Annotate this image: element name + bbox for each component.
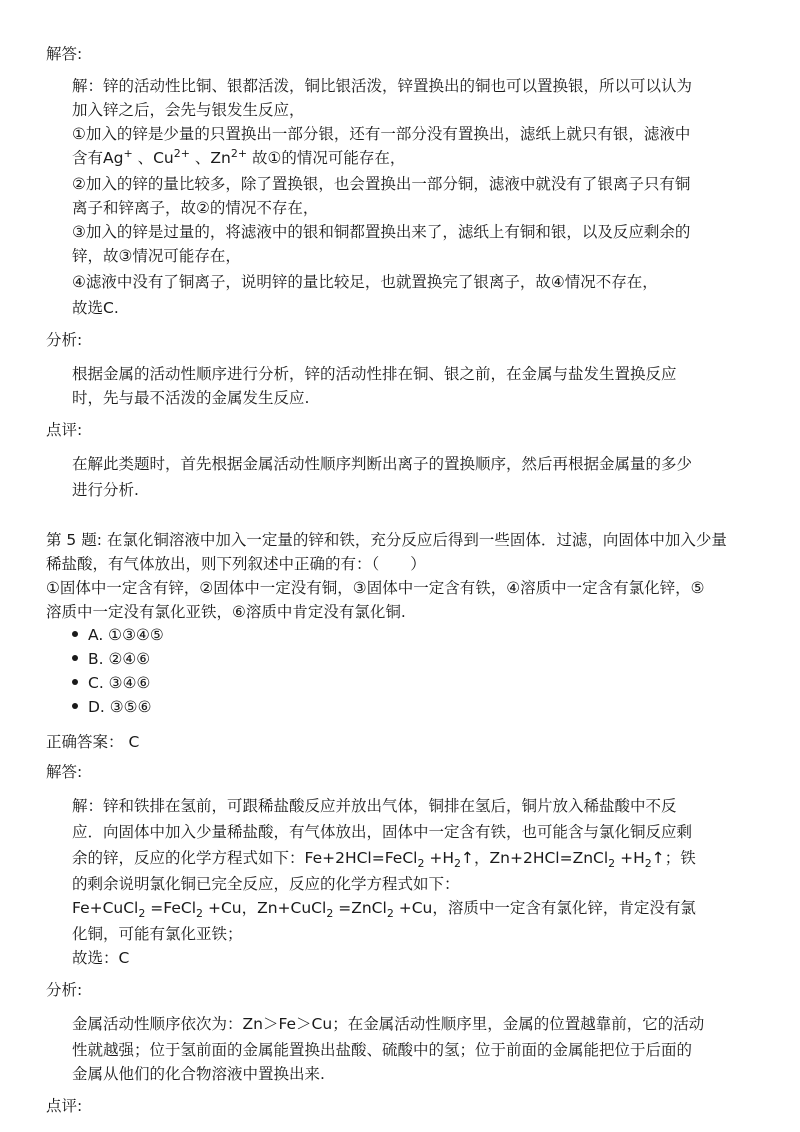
equation-line: Fe+CuCl$_2$ =FeCl$_2$ +Cu，Zn+CuCl$_2$ =ZnCl$_2$ +Cu，溶质中一定含有氯化锌，肯定没有氯 bbox=[72, 899, 696, 921]
heading-fenxi: 分析: bbox=[46, 981, 83, 999]
text-line: 加入锌之后，会先与银发生反应， bbox=[72, 101, 305, 119]
ag-charge: + bbox=[123, 146, 133, 160]
text-line: 故选：C bbox=[72, 949, 130, 967]
heading-jieda: 解答: bbox=[46, 45, 83, 63]
bullet-icon bbox=[72, 703, 78, 709]
text-line: 化铜，可能有氯化亚铁； bbox=[72, 925, 243, 943]
text-line: ④滤液中没有了铜离子，说明锌的量比较足，也就置换完了银离子，故④情况不存在， bbox=[72, 273, 658, 291]
text-line: 解：锌的活动性比铜、银都活泼，铜比银活泼，锌置换出的铜也可以置换银，所以可以认为 bbox=[72, 77, 693, 95]
heading-dianping: 点评: bbox=[46, 421, 83, 439]
zn-charge: 2+ bbox=[230, 146, 248, 160]
question-text: 溶质中一定没有氯化亚铁，⑥溶质中肯定没有氯化铜. bbox=[46, 603, 406, 621]
ions-line bbox=[72, 146, 405, 168]
text-line: 离子和锌离子，故②的情况不存在， bbox=[72, 199, 319, 217]
cu-charge: 2+ bbox=[173, 146, 190, 160]
text-line: 金属从他们的化合物溶液中置换出来. bbox=[72, 1065, 325, 1083]
answer-value: C bbox=[128, 733, 140, 751]
option-b: B. ②④⑥ bbox=[72, 650, 150, 668]
text-line: 根据金属的活动性顺序进行分析，锌的活动性排在铜、银之前，在金属与盐发生置换反应 bbox=[72, 365, 677, 383]
text-line: 性就越强；位于氢前面的金属能置换出盐酸、硫酸中的氢；位于前面的金属能把位于后面的 bbox=[72, 1041, 693, 1059]
text-line: 故选C. bbox=[72, 299, 119, 317]
text-line: 进行分析. bbox=[72, 481, 139, 499]
text-line: ①加入的锌是少量的只置换出一部分银，还有一部分没有置换出，滤纸上就只有银，滤液中 bbox=[72, 125, 691, 143]
heading-fenxi: 分析: bbox=[46, 331, 83, 349]
bullet-icon bbox=[72, 631, 78, 637]
text-line: 时，先与最不活泼的金属发生反应. bbox=[72, 389, 310, 407]
ions-sep: 、Cu bbox=[132, 149, 174, 167]
question-text: 稀盐酸，有气体放出，则下列叙述中正确的有：（ ） bbox=[46, 555, 426, 573]
text-line: 在解此类题时，首先根据金属活动性顺序判断出离子的置换顺序，然后再根据金属量的多少 bbox=[72, 455, 693, 473]
bullet-icon bbox=[72, 655, 78, 661]
answer-label: 正确答案： bbox=[46, 733, 124, 751]
option-d: D. ③⑤⑥ bbox=[72, 698, 151, 716]
bullet-icon bbox=[72, 679, 78, 685]
ions-sep: 、Zn bbox=[189, 149, 231, 167]
text-line: ②加入的锌的量比较多，除了置换银，也会置换出一部分铜，滤液中就没有了银离子只有铜 bbox=[72, 175, 691, 193]
text-line: 锌，故③情况可能存在， bbox=[72, 247, 241, 265]
ions-suffix: 故①的情况可能存在， bbox=[247, 149, 406, 167]
question-text: ①固体中一定含有锌，②固体中一定没有铜，③固体中一定含有铁，④溶质中一定含有氯化锌，⑤ bbox=[46, 579, 705, 597]
text-line: 应．向固体中加入少量稀盐酸，有气体放出，固体中一定含有铁，也可能含与氯化铜反应剩 bbox=[72, 823, 693, 841]
correct-answer bbox=[46, 730, 139, 752]
option-a: A. ①③④⑤ bbox=[72, 626, 164, 644]
text-line: 解：锌和铁排在氢前，可跟稀盐酸反应并放出气体，铜排在氢后，铜片放入稀盐酸中不反 bbox=[72, 797, 677, 815]
heading-dianping: 点评: bbox=[46, 1097, 83, 1115]
option-c: C. ③④⑥ bbox=[72, 674, 150, 692]
question-text: 第 5 题: 在氯化铜溶液中加入一定量的锌和铁，充分反应后得到一些固体．过滤，向固体中加入少量 bbox=[46, 531, 727, 549]
text-line: 金属活动性顺序依次为：Zn＞Fe＞Cu；在金属活动性顺序里，金属的位置越靠前，它的活动 bbox=[72, 1015, 705, 1033]
heading-jieda: 解答: bbox=[46, 763, 83, 781]
ions-prefix: 含有Ag bbox=[72, 149, 124, 167]
text-line: 的剩余说明氯化铜已完全反应，反应的化学方程式如下： bbox=[72, 875, 460, 893]
equation-line: 余的锌，反应的化学方程式如下：Fe+2HCl=FeCl$_2$ $+H_2↑$，Zn+2HCl=ZnCl$_2$ $+H_2↑$；铁 bbox=[72, 849, 696, 871]
text-line: ③加入的锌是过量的，将滤液中的银和铜都置换出来了，滤纸上有铜和银，以及反应剩余的 bbox=[72, 223, 691, 241]
